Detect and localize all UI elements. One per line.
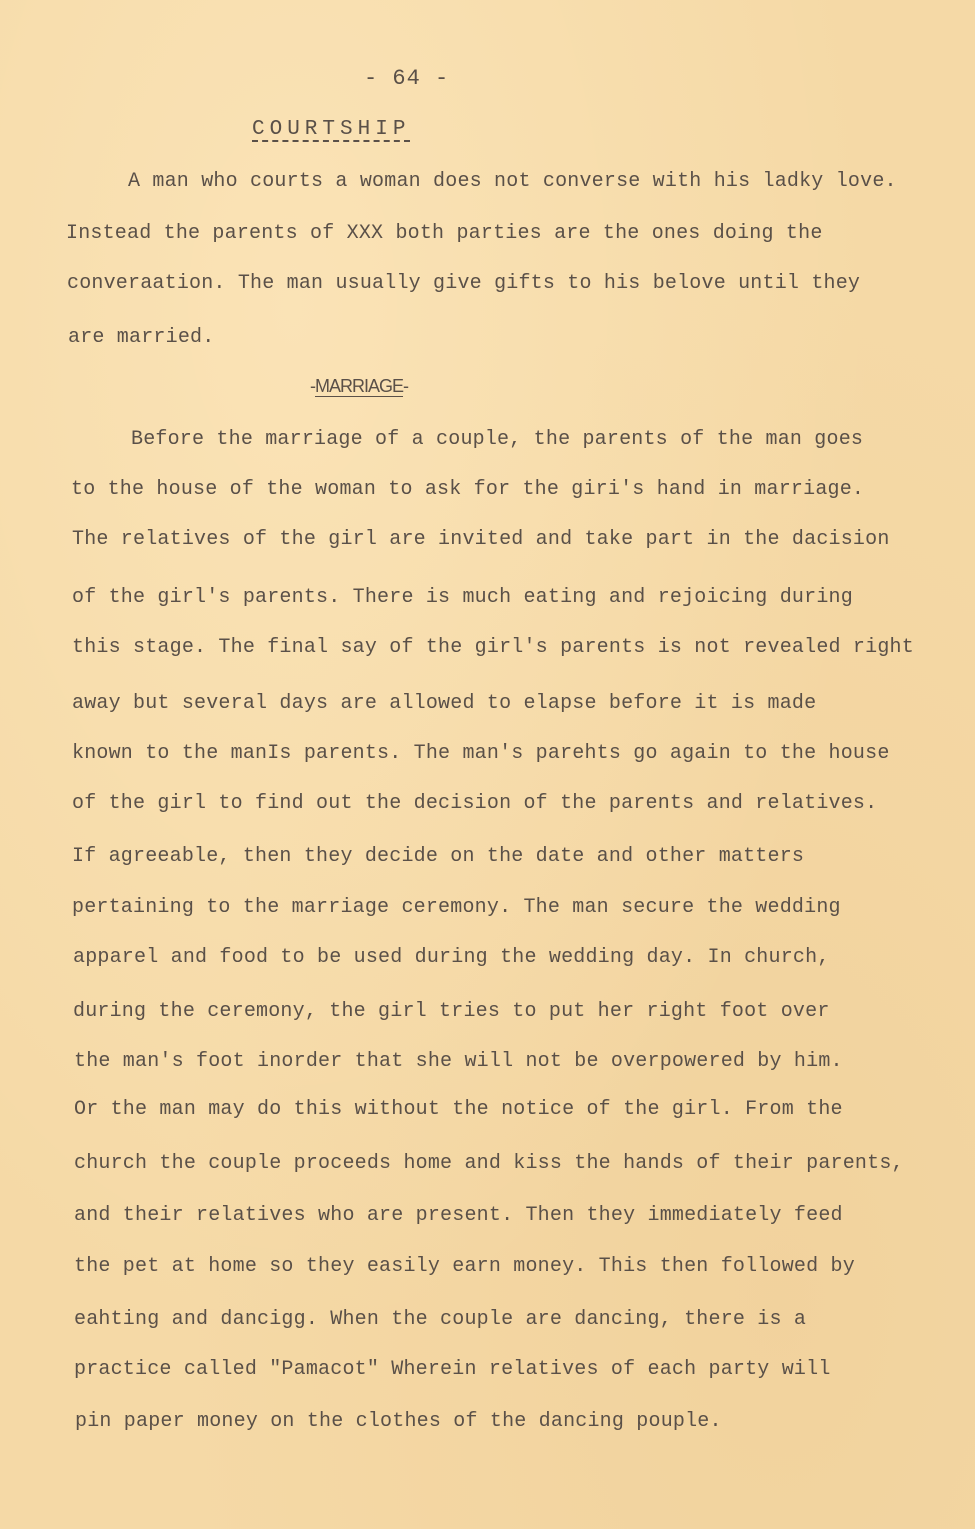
courtship-paragraph-line: A man who courts a woman does not converse with his ladky love.: [128, 170, 897, 193]
marriage-paragraph-line: pin paper money on the clothes of the dancing pouple.: [75, 1410, 722, 1433]
courtship-paragraph-line: converaation. The man usually give gifts to his belove until they: [67, 272, 861, 295]
marriage-paragraph-line: eahting and dancigg. When the couple are dancing, there is a: [74, 1308, 807, 1331]
marriage-paragraph-line: to the house of the woman to ask for the giri's hand in marriage.: [71, 478, 865, 501]
marriage-paragraph-line: of the girl's parents. There is much eating and rejoicing during: [72, 586, 853, 609]
section-title-marriage: [310, 376, 408, 397]
subtitle-suffix: -: [403, 376, 409, 396]
section-title-courtship: COURTSHIP: [252, 118, 411, 141]
marriage-paragraph-line: If agreeable, then they decide on the date and other matters: [72, 845, 805, 868]
marriage-paragraph-line: practice called "Pamacot" Wherein relatives of each party will: [74, 1358, 831, 1381]
marriage-paragraph-line: church the couple proceeds home and kiss the hands of their parents,: [74, 1152, 904, 1175]
marriage-paragraph-line: The relatives of the girl are invited and take part in the dacision: [72, 528, 890, 551]
marriage-paragraph-line: apparel and food to be used during the wedding day. In church,: [73, 946, 830, 969]
marriage-paragraph-line: this stage. The final say of the girl's parents is not revealed right: [72, 636, 914, 659]
marriage-paragraph-line: pertaining to the marriage ceremony. The man secure the wedding: [72, 896, 841, 919]
marriage-paragraph-line: during the ceremony, the girl tries to put her right foot over: [73, 1000, 830, 1023]
subtitle-prefix: -: [310, 376, 315, 396]
marriage-paragraph-line: the man's foot inorder that she will not be overpowered by him.: [74, 1050, 843, 1073]
page-number: - 64 -: [364, 66, 450, 91]
marriage-paragraph-line: Before the marriage of a couple, the parents of the man goes: [131, 428, 864, 451]
marriage-paragraph-line: of the girl to find out the decision of the parents and relatives.: [72, 792, 878, 815]
marriage-paragraph-line: known to the manIs parents. The man's parehts go again to the house: [72, 742, 890, 765]
marriage-paragraph-line: away but several days are allowed to elapse before it is made: [72, 692, 817, 715]
marriage-paragraph-line: Or the man may do this without the notice of the girl. From the: [74, 1098, 843, 1121]
subtitle-word: MARRIAGE: [315, 376, 404, 396]
marriage-paragraph-line: the pet at home so they easily earn money. This then followed by: [74, 1255, 855, 1278]
courtship-paragraph-line: are married.: [68, 326, 215, 349]
marriage-paragraph-line: and their relatives who are present. Then they immediately feed: [74, 1204, 843, 1227]
courtship-paragraph-line: Instead the parents of XXX both parties are the ones doing the: [66, 222, 823, 245]
